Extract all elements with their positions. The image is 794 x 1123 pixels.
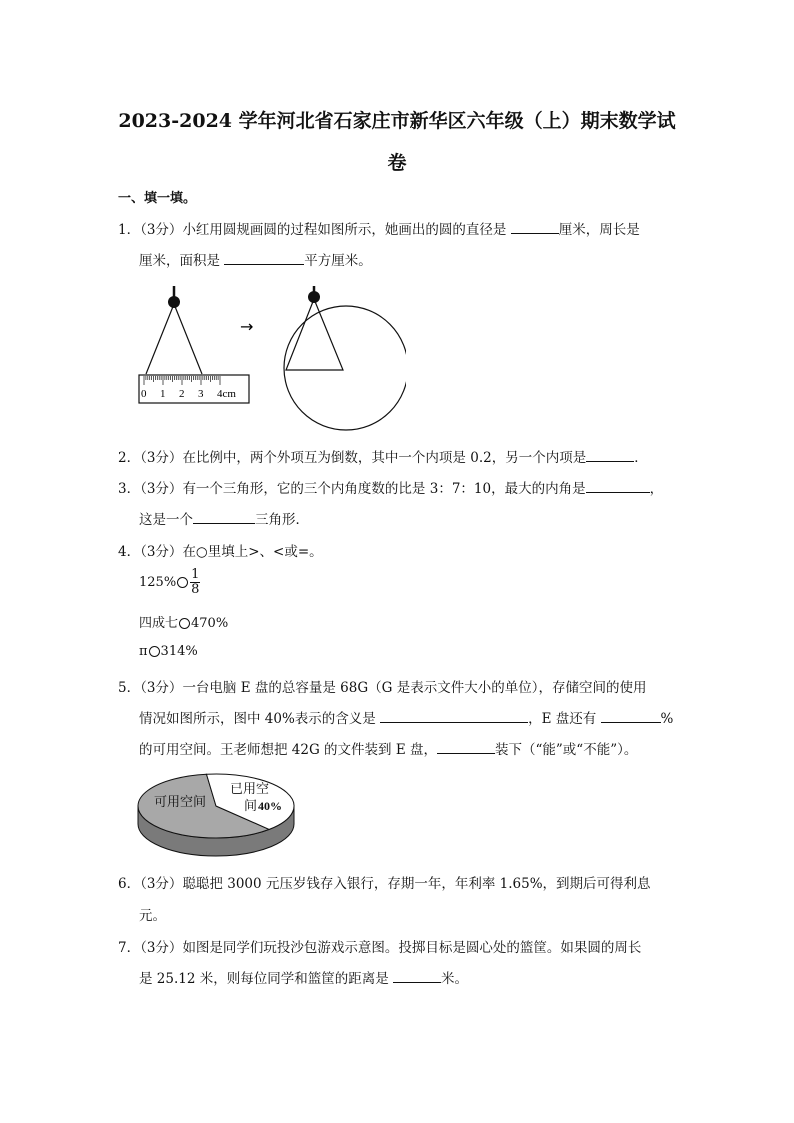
question-score: （3分） [140,876,183,892]
answer-blank[interactable] [511,219,559,234]
question-number: 5． [118,680,141,696]
question-number: 7． [118,940,141,956]
question-text: 是 25.12 米，则每位同学和篮筐的距离是 [139,971,389,987]
compare-right: 470% [191,616,229,631]
compass-hinge [308,291,320,303]
answer-blank[interactable] [224,250,304,265]
denominator: 8 [191,582,200,597]
question-text: 在○里填上>、<或=。 [182,544,323,560]
question-text: 这是一个 [139,512,193,528]
compass-legs [146,304,202,374]
question-text: 的可用空间。王老师想把 42G 的文件装到 E 盘， [139,742,437,758]
fraction [190,568,200,597]
question-number: 3． [118,481,141,497]
question-text: 元。 [139,908,166,924]
answer-blank[interactable] [601,708,661,723]
page-title-continued: 卷 [387,152,407,174]
pie-label-available: 可用空间 [154,795,207,810]
numerator: 1 [191,567,200,582]
question-3-line-2 [139,508,309,528]
ruler-label: 3 [198,388,204,400]
question-number: 4． [118,544,141,560]
question-text: 三角形． [255,512,309,528]
compass-open [286,299,343,370]
question-text: 情况如图所示，图中 40%表示的含义是 [139,711,376,727]
question-7 [118,936,641,956]
arrow-icon: → [240,317,254,336]
ruler-label: 0 [141,388,147,400]
compass-figure [136,282,406,434]
question-3 [118,477,663,497]
question-text: 在比例中，两个外项互为倒数，其中一个内项是 0.2，另一个内项是 [182,450,587,466]
question-score: （3分） [140,680,183,696]
question-score: （3分） [140,450,183,466]
question-text: ． [634,450,648,466]
question-score: （3分） [140,222,183,238]
compare-circle[interactable] [177,577,188,588]
question-score: （3分） [140,481,183,497]
question-text: 平方厘米。 [304,253,372,269]
compare-item-1 [139,568,200,597]
question-text: 米。 [441,971,469,987]
question-text: 装下（“能”或“不能”）。 [494,742,638,758]
compare-left: 125% [139,575,177,590]
question-text: 小红用圆规画圆的过程如图所示，她画出的圆的直径是 [182,222,507,238]
answer-blank[interactable] [380,708,528,723]
ruler-label: 4cm [217,388,236,400]
compare-item-3 [139,644,198,659]
ruler-label: 1 [160,388,166,400]
section-heading: 一、填一填。 [118,191,197,206]
ruler-label: 2 [179,388,185,400]
question-text: % [660,711,674,727]
answer-blank[interactable] [586,447,634,462]
answer-blank[interactable] [437,739,495,754]
answer-blank[interactable] [193,509,255,524]
question-2 [118,446,648,466]
compass-hinge [168,296,180,308]
question-score: （3分） [140,940,183,956]
question-5-line-3 [139,738,637,758]
question-text: 厘米，周长是 [558,222,640,238]
question-text: 一台电脑 E 盘的总容量是 68G（G 是表示文件大小的单位），存储空间的使用 [182,680,647,696]
question-text: 聪聪把 3000 元压岁钱存入银行，存期一年，年利率 1.65%，到期后可得利息 [182,876,651,892]
pie-label-used: 已用空 [230,782,270,797]
question-6-line-2 [139,904,166,924]
question-score: （3分） [140,544,183,560]
question-1 [118,218,640,238]
question-number: 2． [118,450,141,466]
question-number: 1． [118,222,141,238]
question-1-line-2 [139,249,372,269]
answer-blank[interactable] [393,968,441,983]
question-text: ，E 盘还有 [528,711,597,727]
compare-circle[interactable] [179,618,190,629]
answer-blank[interactable] [586,478,650,493]
question-4 [118,540,323,560]
question-number: 6． [118,876,141,892]
question-6 [118,872,651,892]
question-text: 厘米，面积是 [139,253,220,269]
question-5 [118,676,646,696]
question-text: ， [649,481,664,497]
compare-item-2 [139,612,228,631]
page-title: 2023-2024 学年河北省石家庄市新华区六年级（上）期末数学试 [118,110,676,132]
compare-left: 四成七 [139,616,179,631]
question-5-line-2 [139,707,673,727]
compare-circle[interactable] [149,646,160,657]
drawn-circle [284,306,406,430]
compare-left: π [139,644,148,659]
pie-label-percent: 40% [258,799,282,813]
pie-label-used: 间 [244,799,258,814]
question-text: 如图是同学们玩投沙包游戏示意图。投掷目标是圆心处的篮筐。如果圆的周长 [182,940,642,956]
compare-right: 314% [160,644,198,659]
question-7-line-2 [139,967,468,987]
question-text: 有一个三角形，它的三个内角度数的比是 3：7：10，最大的内角是 [182,481,586,497]
pie-chart [134,766,299,860]
